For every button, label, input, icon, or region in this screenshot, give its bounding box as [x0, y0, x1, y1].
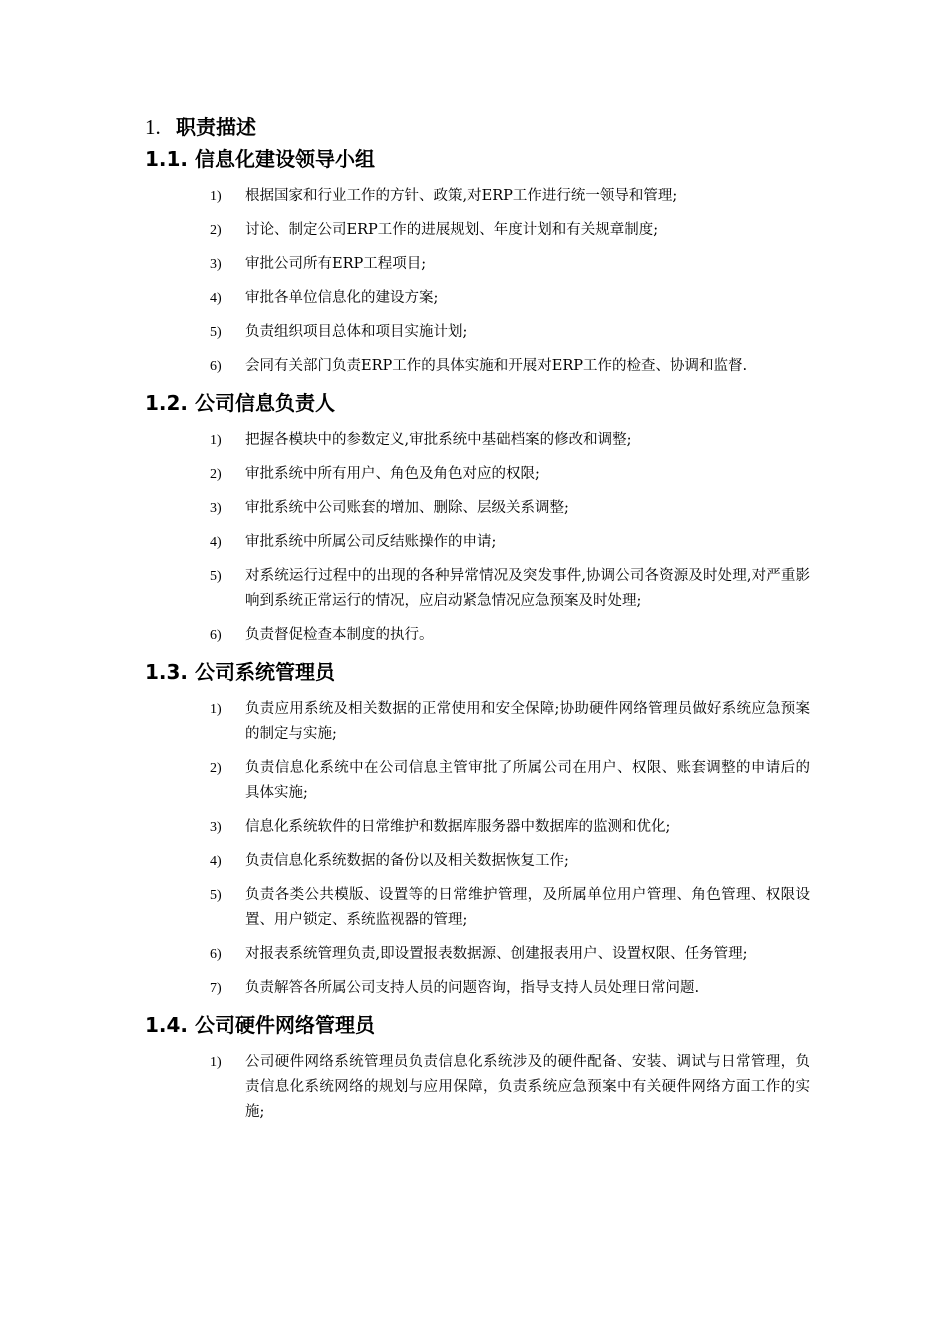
duty-item-number: 1)	[210, 702, 222, 717]
duty-item-number: 1)	[210, 1055, 222, 1070]
duty-item-number: 5)	[210, 569, 222, 584]
duty-item-number: 6)	[210, 359, 222, 374]
duty-item	[210, 976, 810, 1001]
duty-item	[210, 428, 810, 453]
duty-item-number: 3)	[210, 501, 222, 516]
duty-item	[210, 1050, 810, 1125]
duty-item-number: 4)	[210, 854, 222, 869]
duty-item-text: 负责信息化系统数据的备份以及相关数据恢复工作;	[245, 853, 569, 869]
duty-item-text: 对系统运行过程中的出现的各种异常情况及突发事件,协调公司各资源及时处理,对严重影响到系统正常运行的情况，应启动紧急情况应急预案及时处理;	[245, 568, 810, 609]
duty-item-number: 2)	[210, 223, 222, 238]
duty-item	[210, 564, 810, 614]
duty-item-text: 负责解答各所属公司支持人员的问题咨询，指导支持人员处理日常问题.	[245, 980, 700, 996]
duty-item-number: 3)	[210, 257, 222, 272]
duty-list	[145, 428, 810, 648]
section-number: 1.2.	[145, 391, 189, 415]
section-title: 公司系统管理员	[195, 660, 336, 684]
section-title: 公司硬件网络管理员	[195, 1013, 376, 1037]
duty-item-text: 负责各类公共模版、设置等的日常维护管理，及所属单位用户管理、角色管理、权限设置、用户锁定、系统监视器的管理;	[245, 887, 810, 928]
duty-item-text: 审批系统中所属公司反结账操作的申请;	[245, 534, 497, 550]
section-heading	[145, 1011, 810, 1039]
duty-list	[145, 697, 810, 1001]
duty-item	[210, 815, 810, 840]
duty-item	[210, 849, 810, 874]
duty-item-number: 4)	[210, 291, 222, 306]
document-body	[145, 113, 810, 1135]
duty-item-number: 2)	[210, 467, 222, 482]
duty-item-text: 信息化系统软件的日常维护和数据库服务器中数据库的监测和优化;	[245, 819, 671, 835]
duty-item	[210, 252, 810, 277]
section-heading	[145, 389, 810, 417]
duty-item	[210, 320, 810, 345]
duty-item-number: 2)	[210, 761, 222, 776]
duty-item-text: 对报表系统管理负责,即设置报表数据源、创建报表用户、设置权限、任务管理;	[245, 946, 748, 962]
duty-item-text: 审批系统中所有用户、角色及角色对应的权限;	[245, 466, 540, 482]
duty-item-text: 把握各模块中的参数定义,审批系统中基础档案的修改和调整;	[245, 432, 632, 448]
duty-item-text: 负责督促检查本制度的执行。	[245, 627, 434, 643]
duty-item-text: 审批各单位信息化的建设方案;	[245, 290, 439, 306]
chapter-title: 职责描述	[176, 115, 256, 139]
duty-item	[210, 530, 810, 555]
duty-list	[145, 184, 810, 379]
duty-item-text: 负责组织项目总体和项目实施计划;	[245, 324, 468, 340]
section-number: 1.3.	[145, 660, 189, 684]
duty-item	[210, 462, 810, 487]
duty-item-number: 5)	[210, 888, 222, 903]
duty-item-text: 讨论、制定公司ERP工作的进展规划、年度计划和有关规章制度;	[245, 222, 659, 238]
duty-item-number: 5)	[210, 325, 222, 340]
duty-item-text: 审批公司所有ERP工程项目;	[245, 256, 427, 272]
duty-item-text: 会同有关部门负责ERP工作的具体实施和开展对ERP工作的检查、协调和监督.	[245, 358, 748, 374]
chapter-number: 1.	[145, 115, 161, 139]
duty-item-number: 7)	[210, 981, 222, 996]
section	[145, 389, 810, 648]
duty-item	[210, 623, 810, 648]
duty-item-text: 负责信息化系统中在公司信息主管审批了所属公司在用户、权限、账套调整的申请后的具体实施;	[245, 760, 810, 801]
section-heading	[145, 145, 810, 173]
duty-item	[210, 286, 810, 311]
chapter-heading	[145, 113, 810, 141]
duty-item	[210, 697, 810, 747]
duty-item	[210, 942, 810, 967]
section	[145, 658, 810, 1001]
sections-container	[145, 145, 810, 1125]
section-number: 1.4.	[145, 1013, 189, 1037]
duty-item-number: 1)	[210, 433, 222, 448]
duty-item-number: 6)	[210, 628, 222, 643]
duty-item-text: 公司硬件网络系统管理员负责信息化系统涉及的硬件配备、安装、调试与日常管理，负责信息化系统网络的规划与应用保障，负责系统应急预案中有关硬件网络方面工作的实施;	[245, 1054, 810, 1120]
section-heading	[145, 658, 810, 686]
duty-item	[210, 496, 810, 521]
duty-item-text: 审批系统中公司账套的增加、删除、层级关系调整;	[245, 500, 569, 516]
duty-list	[145, 1050, 810, 1125]
duty-item	[210, 218, 810, 243]
duty-item	[210, 354, 810, 379]
duty-item	[210, 756, 810, 806]
duty-item-text: 根据国家和行业工作的方针、政策,对ERP工作进行统一领导和管理;	[245, 188, 678, 204]
section	[145, 1011, 810, 1125]
duty-item-number: 4)	[210, 535, 222, 550]
duty-item-number: 6)	[210, 947, 222, 962]
section-title: 信息化建设领导小组	[195, 147, 376, 171]
duty-item	[210, 883, 810, 933]
duty-item	[210, 184, 810, 209]
duty-item-number: 3)	[210, 820, 222, 835]
section	[145, 145, 810, 379]
duty-item-text: 负责应用系统及相关数据的正常使用和安全保障;协助硬件网络管理员做好系统应急预案的制定与实施;	[245, 701, 810, 742]
section-number: 1.1.	[145, 147, 189, 171]
duty-item-number: 1)	[210, 189, 222, 204]
section-title: 公司信息负责人	[195, 391, 336, 415]
